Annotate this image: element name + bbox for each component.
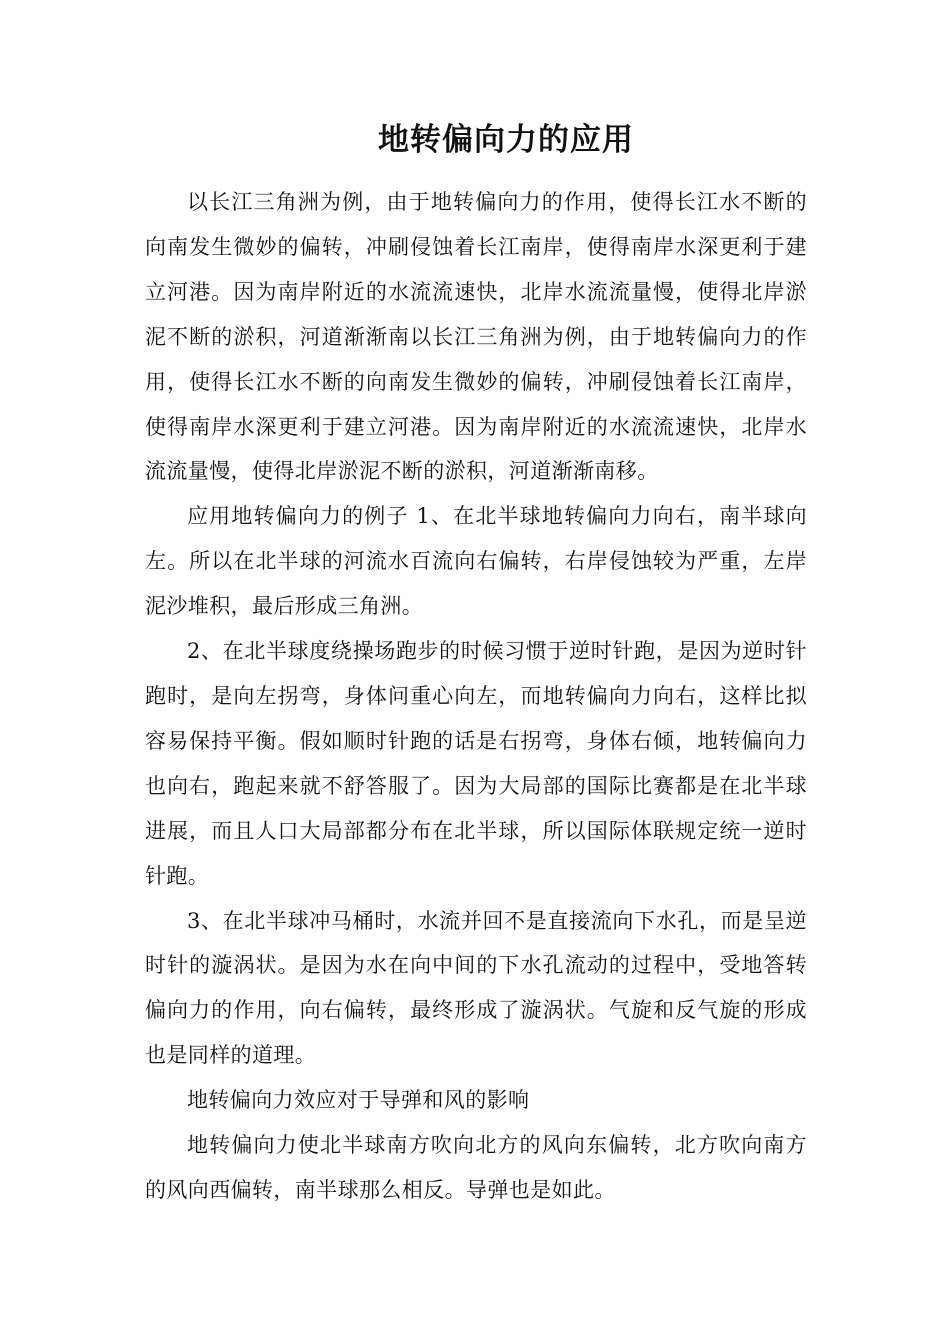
paragraph-wind-deflection: 地转偏向力使北半球南方吹向北方的风向东偏转，北方吹向南方的风向西偏转，南半球那么相反。导弹也是如此。 — [145, 1133, 807, 1202]
paragraph-yangtze-delta: 以长江三角洲为例，由于地转偏向力的作用，使得长江水不断的向南发生微妙的偏转，冲刷侵蚀着长江南岸，使得南岸水深更利于建立河港。因为南岸附近的水流流速快，北岸水流流量慢，使得北岸淤泥不断的淤积，河道渐渐南以长江三角洲为例，由于地转偏向力的作用，使得长江水不断的向南发生微妙的偏转，冲刷侵蚀着长江南岸，使得南岸水深更利于建立河港。因为南岸附近的水流流速快，北岸水流流量慢，使得北岸淤泥不断的淤积，河道渐渐南移。 — [145, 190, 807, 484]
paragraph-example-1-rivers: 应用地转偏向力的例子 1、在北半球地转偏向力向右，南半球向左。所以在北半球的河流水百流向右偏转，右岸侵蚀较为严重，左岸泥沙堆积，最后形成三角洲。 — [145, 504, 807, 619]
section-heading-missiles-wind: 地转偏向力效应对于导弹和风的影响 — [187, 1088, 530, 1113]
document-body — [145, 180, 807, 1213]
document-title: 地转偏向力的应用 — [378, 122, 634, 158]
paragraph-example-2-running: 2、在北半球度绕操场跑步的时候习惯于逆时针跑，是因为逆时针跑时，是向左拐弯，身体问重心向左，而地转偏向力向右，这样比拟容易保持平衡。假如顺时针跑的话是右拐弯，身体右倾，地转偏向力也向右，跑起来就不舒答服了。因为大局部的国际比赛都是在北半球进展，而且人口大局部都分布在北半球，所以国际体联规定统一逆时针跑。 — [145, 639, 807, 888]
paragraph-example-3-toilet: 3、在北半球冲马桶时，水流并回不是直接流向下水孔，而是呈逆时针的漩涡状。是因为水在向中间的下水孔流动的过程中，受地答转偏向力的作用，向右偏转，最终形成了漩涡状。气旋和反气旋的形成也是同样的道理。 — [145, 908, 807, 1068]
